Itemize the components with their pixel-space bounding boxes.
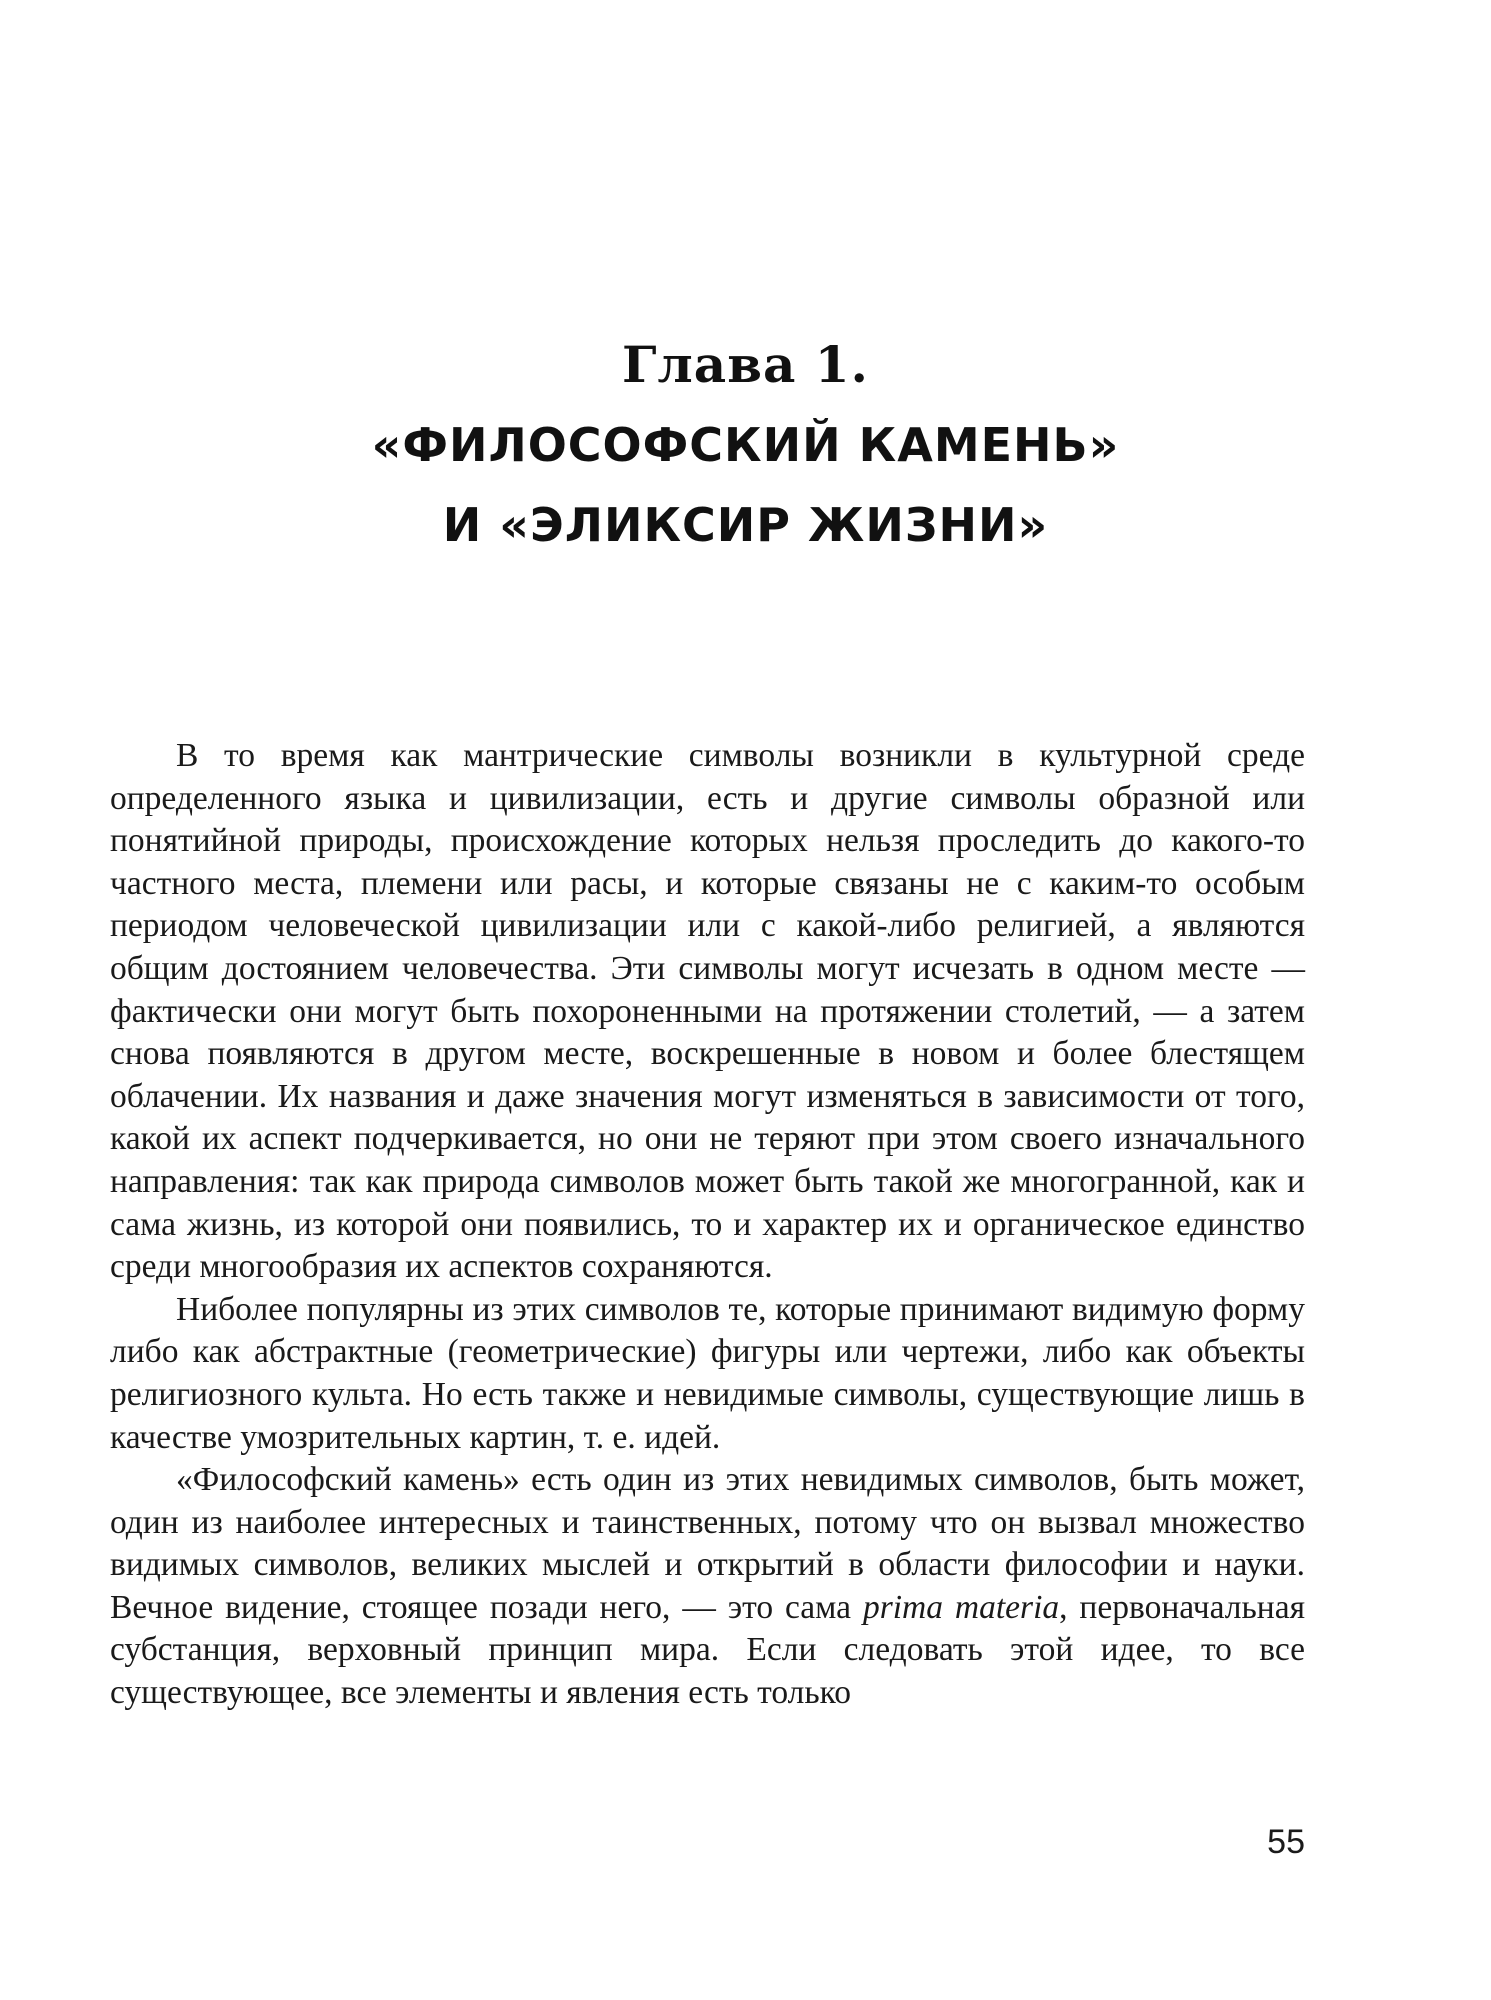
paragraph-3-text-after: , первоначальная субстанция, верховный принцип мира. Если следовать этой идее, то все существующее, все элементы и явления есть только	[110, 1588, 1305, 1712]
chapter-title-line-1: «ФИЛОСОФСКИЙ КАМЕНЬ»	[371, 418, 1120, 472]
paragraph-2: Ниболее популярны из этих символов те, которые принимают видимую форму либо как абстрактные (геометрические) фигуры или чертежи, либо как объекты религиозного культа. Но есть также и невидимые символы, существующие лишь в качестве умозрительных картин, т. е. идей.	[110, 1290, 1305, 1456]
chapter-heading	[0, 325, 1491, 565]
page-number: 55	[1267, 1823, 1305, 1861]
paragraph-3-text-before: «Философский камень» есть один из этих невидимых символов, быть может, один из наиболее интересных и таинственных, потому что он вызвал множество видимых символов, великих мыслей и открытий в области философии и науки. Вечное видение, стоящее позади него, — это сама	[110, 1461, 1305, 1626]
chapter-title-line-2: И «ЭЛИКСИР ЖИЗНИ»	[442, 498, 1049, 552]
latin-term: prima materia	[862, 1588, 1060, 1626]
paragraph-3	[110, 1459, 1305, 1715]
chapter-number: Глава 1.	[622, 335, 869, 394]
paragraph-1: В то время как мантрические символы возникли в культурной среде определенного языка и цивилизации, есть и другие символы образной или понятийной природы, происхождение которых нельзя проследить до какого-то частного места, племени или расы, и которые связаны не с каким-то особым периодом человеческой цивилизации или с какой-либо религией, а являются общим достоянием человечества. Эти символы могут исчезать в одном месте — фактически они могут быть похороненными на протяжении столетий, — а затем снова появляются в другом месте, воскрешенные в новом и более блестящем облачении. Их названия и даже значения могут изменяться в зависимости от того, какой их аспект подчеркивается, но они не теряют при этом своего изначального направления: так как природа символов может быть такой же многогранной, как и сама жизнь, из которой они появились, то и характер их и органическое единство среди многообразия их аспектов сохраняются.	[110, 737, 1305, 1286]
body-text	[110, 735, 1305, 1715]
